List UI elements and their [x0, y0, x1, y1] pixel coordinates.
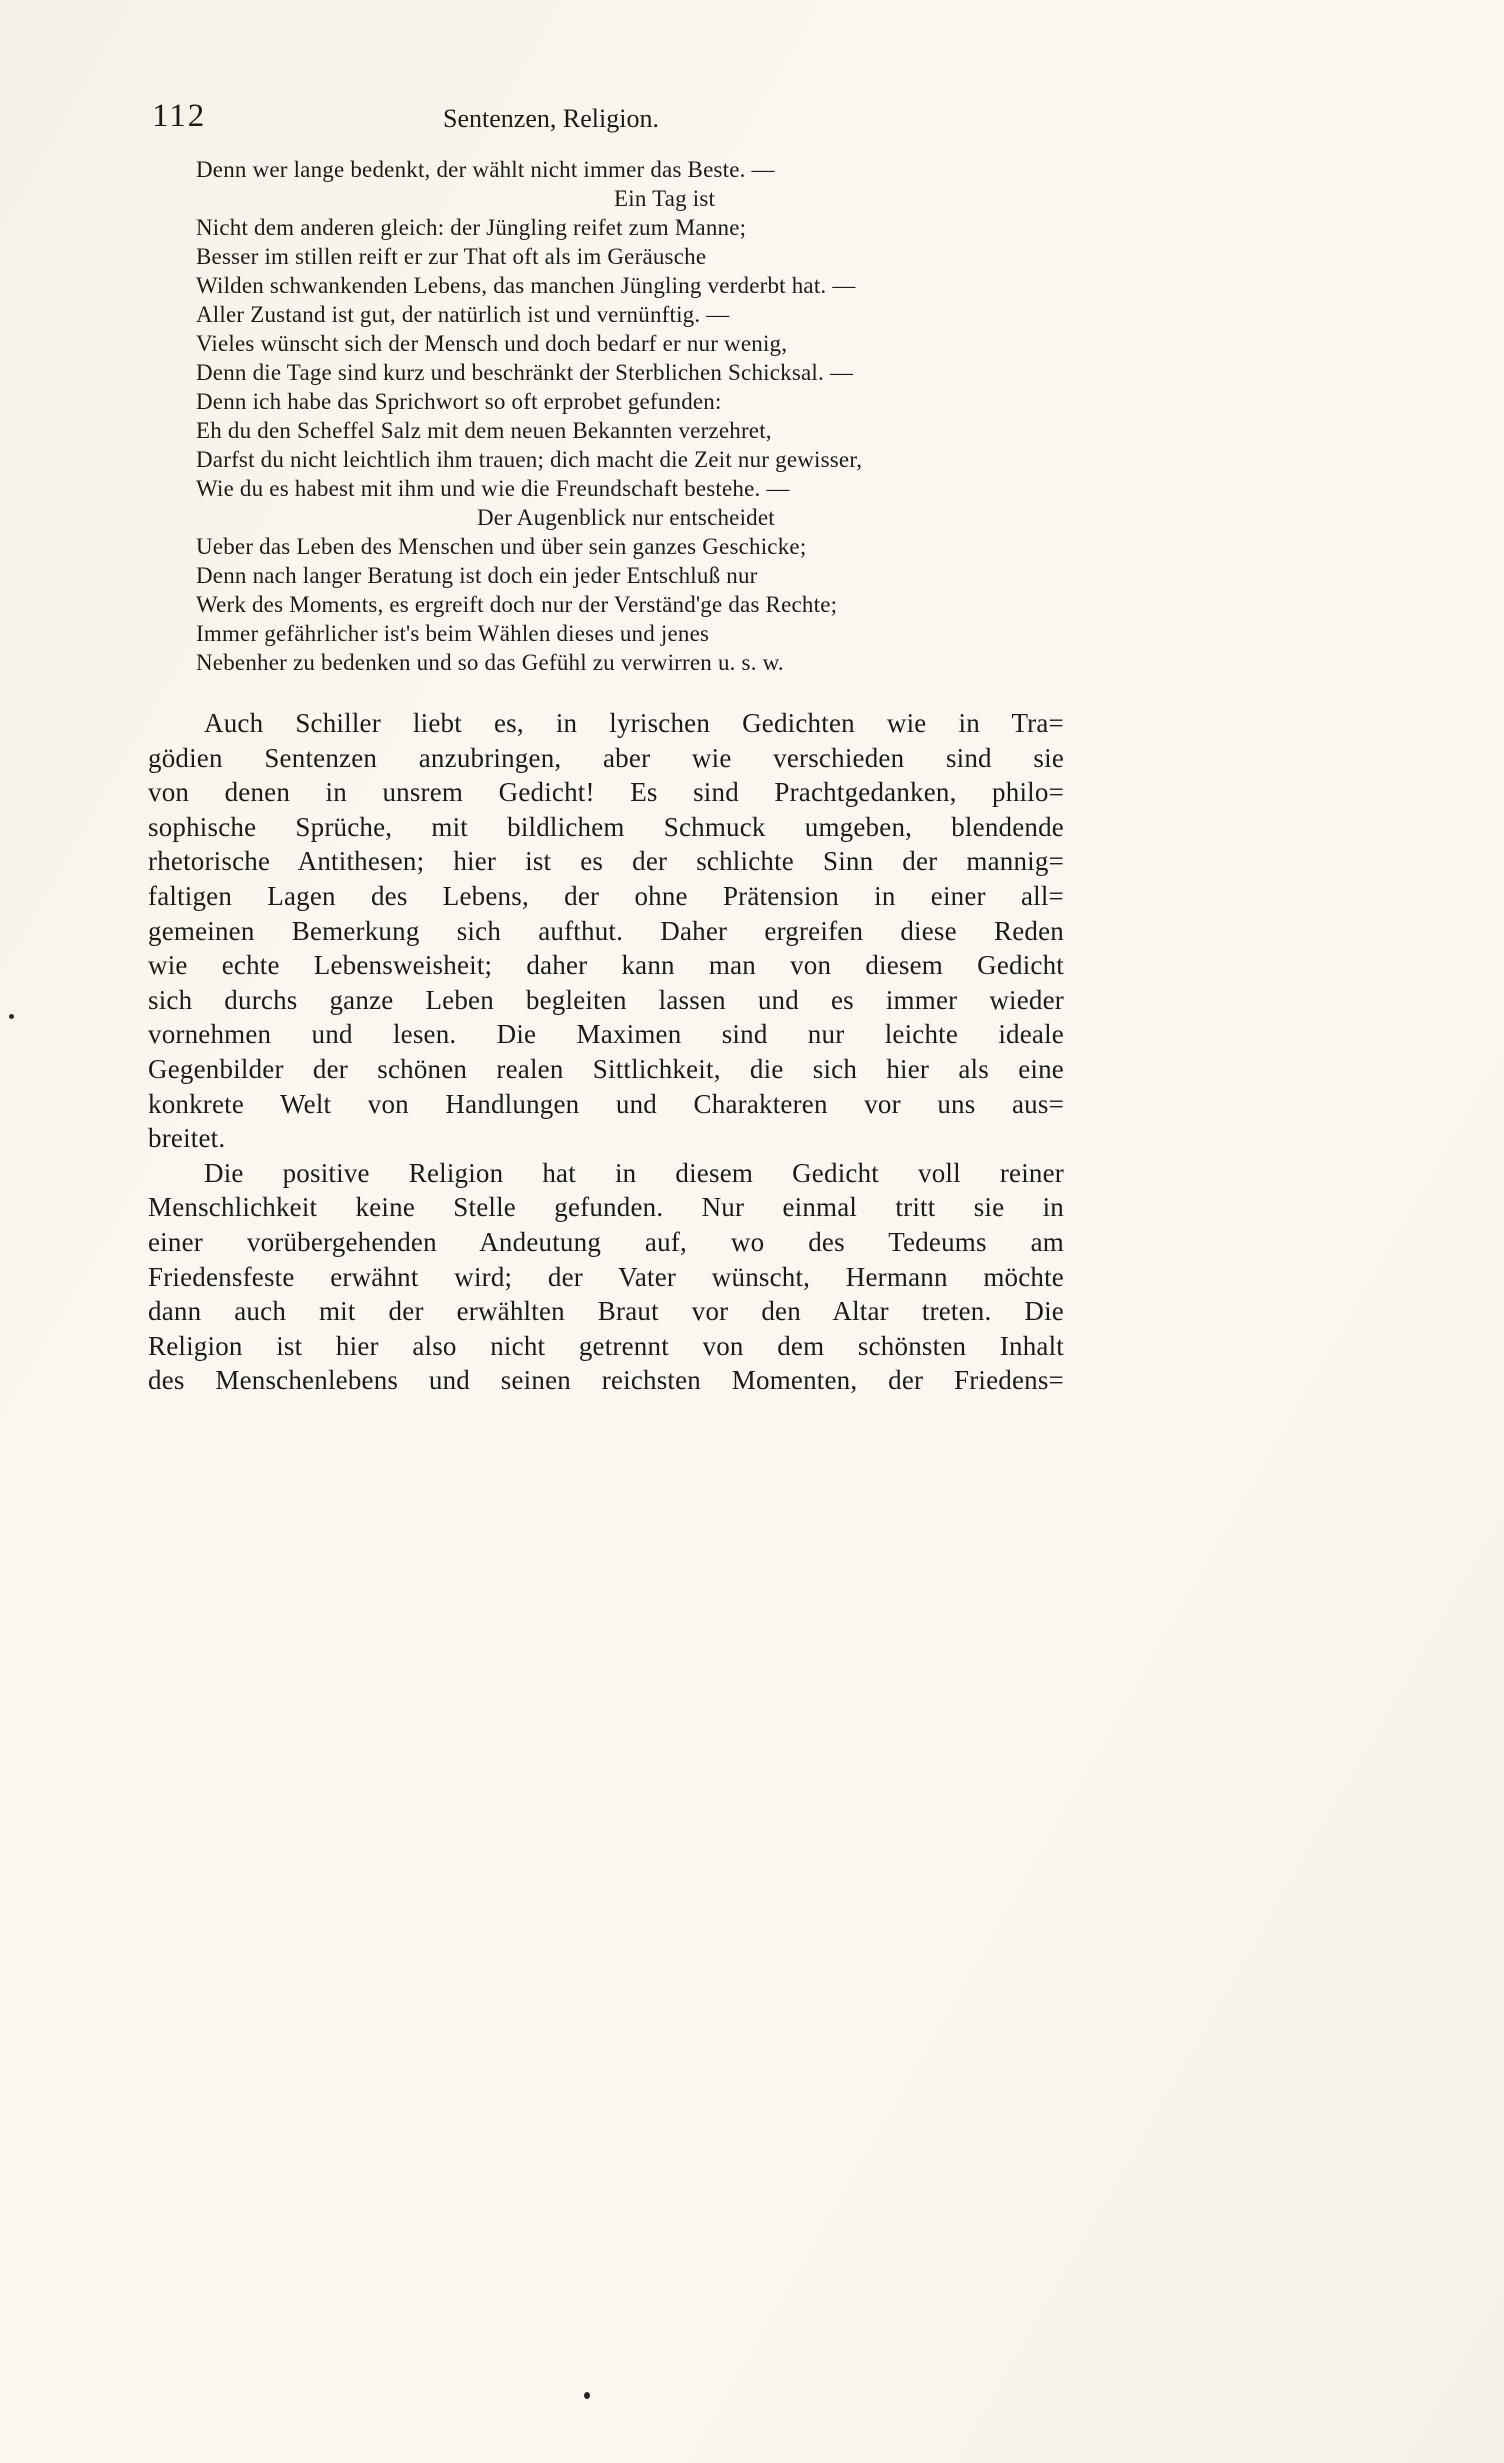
- text-line: Gegenbilder der schönen realen Sittlichkeit, die sich hier als eine: [148, 1053, 1064, 1084]
- verse-line: Der Augenblick nur entscheidet: [477, 505, 775, 530]
- verse-line: Aller Zustand ist gut, der natürlich ist und vernünftig. —: [196, 302, 730, 327]
- verse-line: Nebenher zu bedenken und so das Gefühl zu verwirren u. s. w.: [196, 650, 784, 675]
- prose-block: [148, 706, 1064, 1398]
- printer-mark: [584, 2392, 590, 2399]
- text-line: einer vorübergehenden Andeutung auf, wo des Tedeums am: [148, 1226, 1064, 1257]
- text-line: wie echte Lebensweisheit; daher kann man von diesem Gedicht: [148, 950, 1064, 981]
- text-line: Menschlichkeit keine Stelle gefunden. Nur einmal tritt sie in: [148, 1192, 1064, 1223]
- page-number: 112: [152, 98, 207, 134]
- paragraph: [148, 1156, 1064, 1398]
- text-line: rhetorische Antithesen; hier ist es der schlichte Sinn der mannig=: [148, 846, 1064, 877]
- text-line: dann auch mit der erwählten Braut vor den Altar treten. Die: [148, 1296, 1064, 1327]
- text-line: breitet.: [148, 1123, 226, 1154]
- text-line: sich durchs ganze Leben begleiten lassen und es immer wieder: [148, 984, 1064, 1015]
- page-header: [148, 98, 1064, 142]
- text-line: vornehmen und lesen. Die Maximen sind nur leichte ideale: [148, 1019, 1064, 1050]
- paragraph: [148, 706, 1064, 1156]
- verse-line: Wilden schwankenden Lebens, das manchen Jüngling verderbt hat. —: [196, 273, 856, 298]
- running-title: Sentenzen, Religion.: [443, 104, 659, 133]
- verse-line: Eh du den Scheffel Salz mit dem neuen Bekannten verzehret,: [196, 418, 772, 443]
- verse-line: Werk des Moments, es ergreift doch nur der Verständ'ge das Rechte;: [196, 592, 838, 617]
- text-line: des Menschenlebens und seinen reichsten Momenten, der Friedens=: [148, 1365, 1064, 1396]
- ink-speck: [9, 1014, 14, 1019]
- verse-line: Denn die Tage sind kurz und beschränkt der Sterblichen Schicksal. —: [196, 360, 854, 385]
- verse-line: Denn nach langer Beratung ist doch ein jeder Entschluß nur: [196, 563, 758, 588]
- verse-line: Ueber das Leben des Menschen und über sein ganzes Geschicke;: [196, 534, 807, 559]
- text-line: Friedensfeste erwähnt wird; der Vater wünscht, Hermann möchte: [148, 1261, 1064, 1292]
- text-line: faltigen Lagen des Lebens, der ohne Prätension in einer all=: [148, 880, 1064, 911]
- text-line: Religion ist hier also nicht getrennt von dem schönsten Inhalt: [148, 1330, 1064, 1361]
- text-line: Auch Schiller liebt es, in lyrischen Gedichten wie in Tra=: [204, 708, 1064, 738]
- text-line: gemeinen Bemerkung sich aufthut. Daher ergreifen diese Reden: [148, 915, 1064, 946]
- verse-line: Wie du es habest mit ihm und wie die Freundschaft bestehe. —: [196, 476, 790, 501]
- text-line: Die positive Religion hat in diesem Gedicht voll reiner: [204, 1157, 1064, 1188]
- text-line: sophische Sprüche, mit bildlichem Schmuck umgeben, blendende: [148, 811, 1064, 842]
- text-line: konkrete Welt von Handlungen und Charakteren vor uns aus=: [148, 1088, 1064, 1119]
- verse-line: Denn wer lange bedenkt, der wählt nicht immer das Beste. —: [196, 157, 775, 182]
- text-line: gödien Sentenzen anzubringen, aber wie verschieden sind sie: [148, 742, 1064, 773]
- verse-line: Darfst du nicht leichtlich ihm trauen; dich macht die Zeit nur gewisser,: [196, 447, 863, 472]
- verse-line: Ein Tag ist: [614, 186, 716, 211]
- verse-line: Denn ich habe das Sprichwort so oft erprobet gefunden:: [196, 389, 722, 414]
- verse-line: Nicht dem anderen gleich: der Jüngling reifet zum Manne;: [196, 215, 747, 240]
- verse-line: Immer gefährlicher ist's beim Wählen dieses und jenes: [196, 621, 710, 646]
- text-line: von denen in unsrem Gedicht! Es sind Prachtgedanken, philo=: [148, 777, 1064, 808]
- verse-line: Vieles wünscht sich der Mensch und doch bedarf er nur wenig,: [196, 331, 788, 356]
- verse-block: [196, 155, 1116, 677]
- verse-line: Besser im stillen reift er zur That oft als im Geräusche: [196, 244, 707, 269]
